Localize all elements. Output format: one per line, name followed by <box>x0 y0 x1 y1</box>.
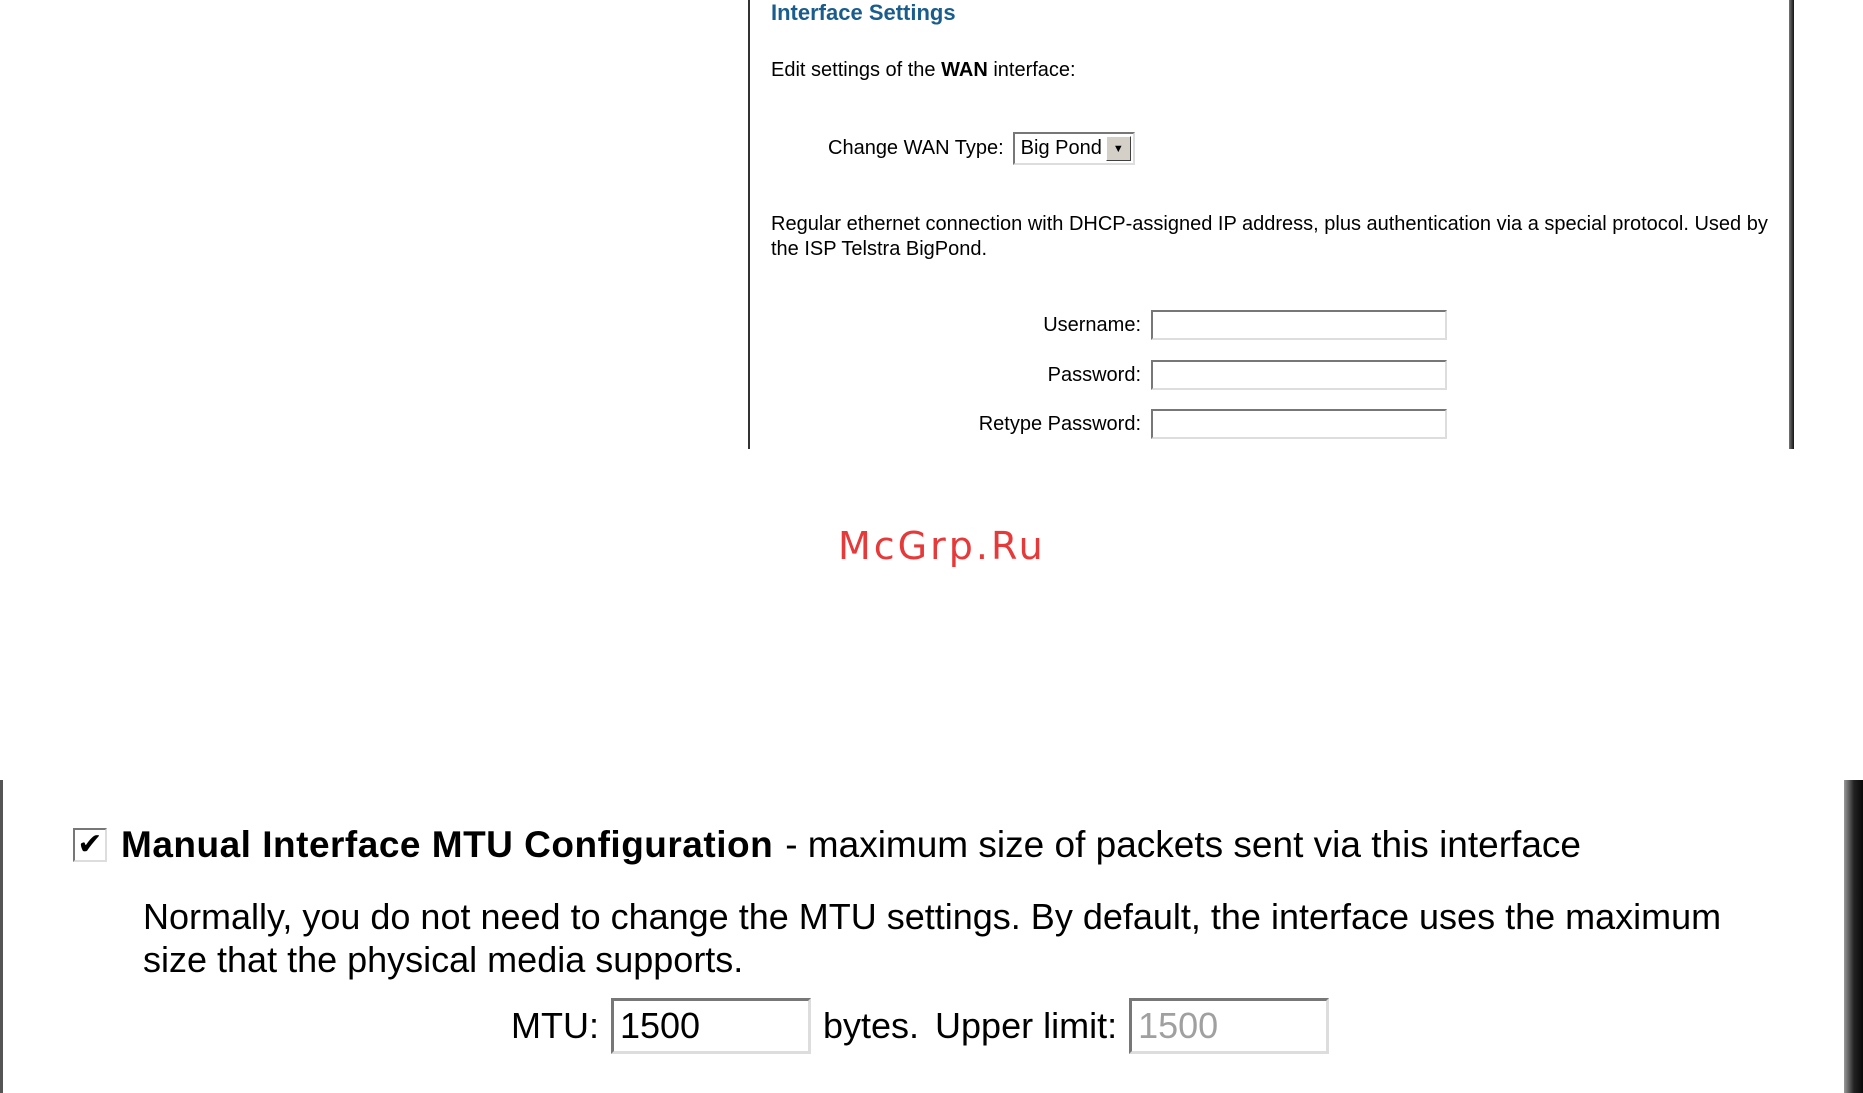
wan-type-row <box>828 132 1135 165</box>
mtu-input-row <box>511 998 1329 1054</box>
mtu-input[interactable] <box>611 998 811 1054</box>
username-field[interactable] <box>1151 310 1447 340</box>
edit-intro <box>771 59 1076 82</box>
edit-interface-name: WAN <box>941 59 988 81</box>
edit-prefix: Edit settings of the <box>771 59 936 81</box>
interface-settings-panel <box>748 0 1792 449</box>
section-title: Interface Settings <box>771 0 956 25</box>
retype-password-field[interactable] <box>1151 409 1447 439</box>
mtu-description: Normally, you do not need to change the MTU settings. By default, the interface uses the maximum size that the physical media supports. <box>143 896 1722 980</box>
checkmark-icon: ✔ <box>77 828 103 861</box>
mtu-title: Manual Interface MTU Configuration <box>121 824 774 865</box>
mtu-subtitle: - maximum size of packets sent via this interface <box>785 824 1581 865</box>
upper-limit-label: Upper limit: <box>935 1005 1118 1046</box>
wan-type-selected-value: Big Pond <box>1020 137 1102 159</box>
mtu-label: MTU: <box>511 1005 599 1046</box>
password-field[interactable] <box>1151 360 1447 390</box>
username-label: Username: <box>1043 313 1141 336</box>
password-label: Password: <box>1047 363 1141 386</box>
watermark-text: McGrp.Ru <box>838 524 1046 568</box>
upper-limit-field <box>1129 998 1329 1054</box>
password-row <box>750 360 1450 390</box>
wan-type-description: Regular ethernet connection with DHCP-assigned IP address, plus authentication via a special protocol. Used by the ISP Telstra BigPond. <box>771 213 1768 260</box>
chevron-down-icon[interactable]: ▼ <box>1106 136 1131 161</box>
mtu-header <box>73 824 1581 866</box>
mtu-panel <box>0 780 1863 1093</box>
retype-password-row <box>750 409 1450 439</box>
retype-password-label: Retype Password: <box>978 412 1141 435</box>
mtu-manual-checkbox[interactable] <box>73 828 107 862</box>
bytes-label: bytes. <box>822 1005 920 1046</box>
edit-suffix: interface: <box>993 59 1076 81</box>
wan-type-label: Change WAN Type: <box>828 137 1004 159</box>
username-row <box>750 310 1450 340</box>
wan-type-select[interactable] <box>1013 132 1135 165</box>
